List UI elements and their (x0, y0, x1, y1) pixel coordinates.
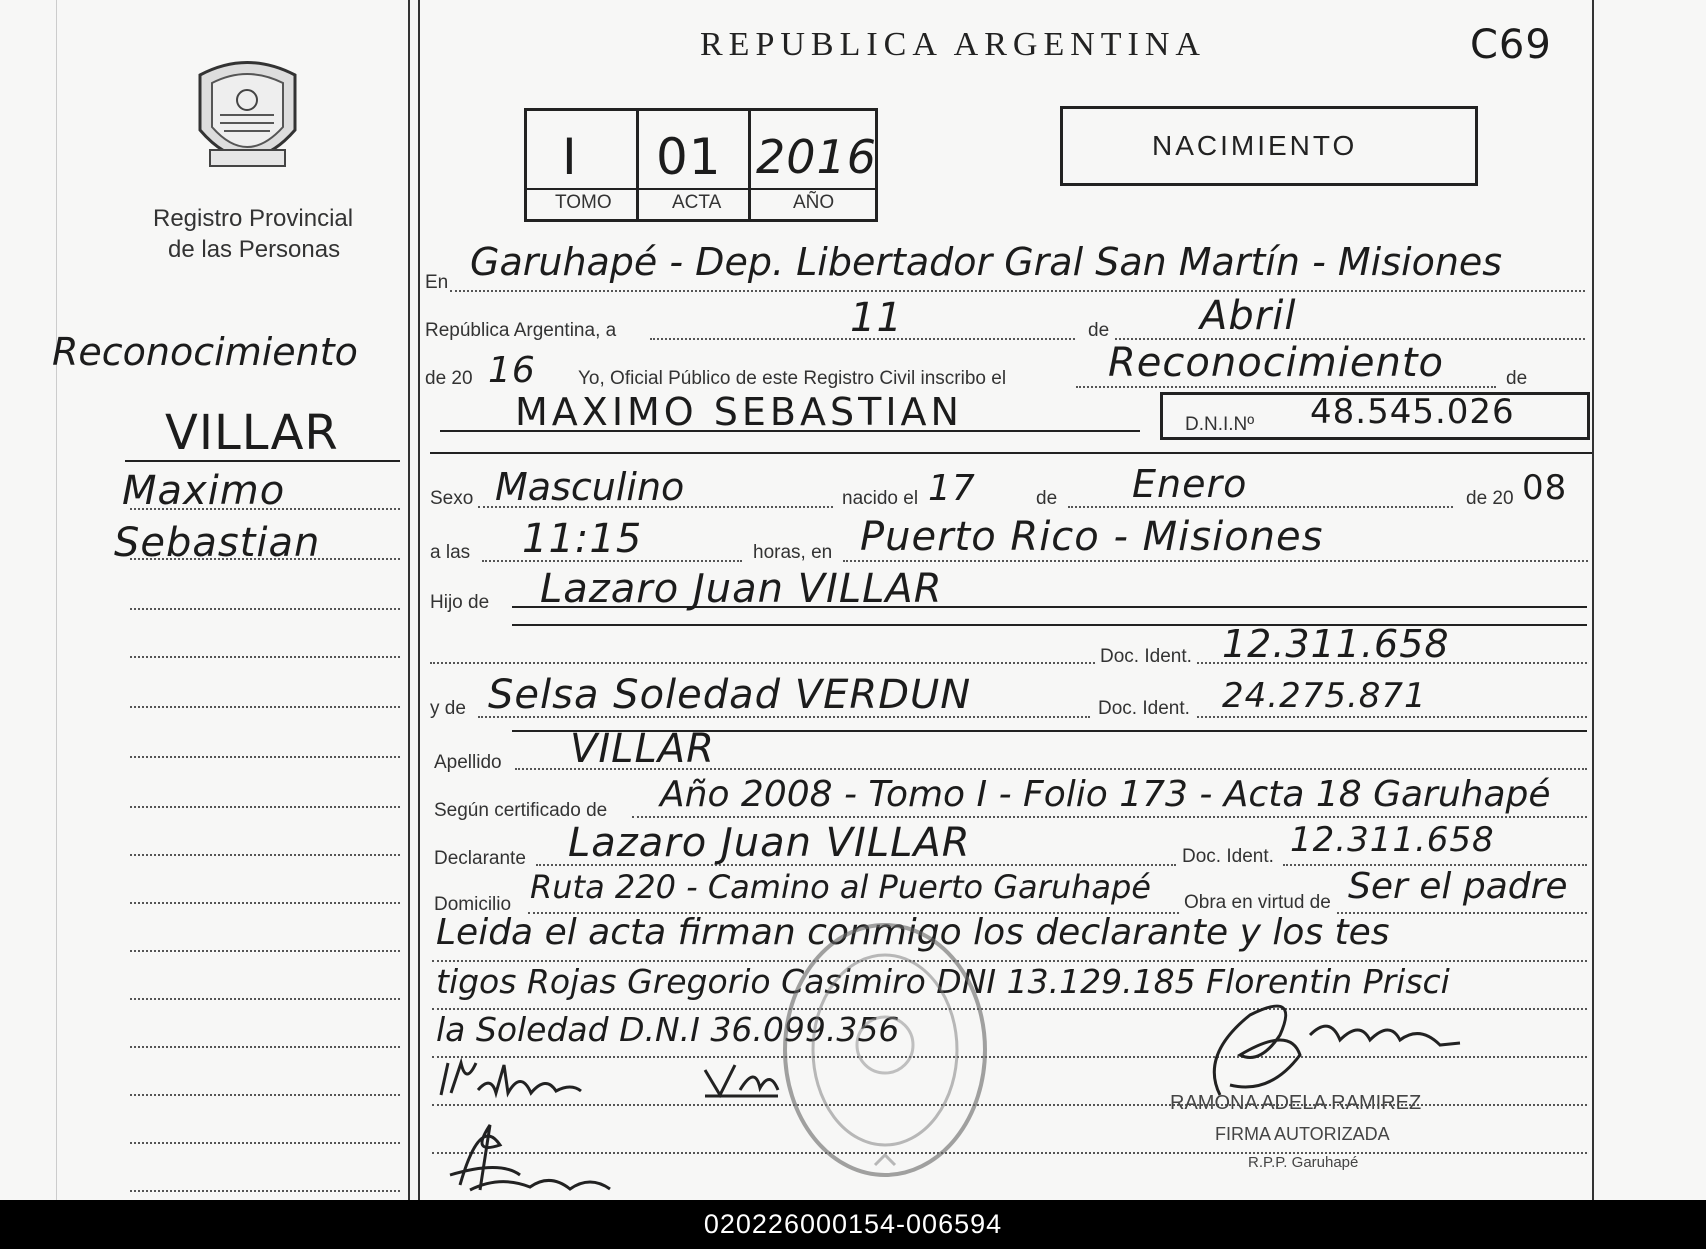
label-horas-en: horas, en (753, 542, 833, 563)
acta-value: 01 (656, 128, 722, 186)
dots (1197, 716, 1587, 718)
margin-line (130, 756, 400, 758)
label-dni: D.N.I.Nº (1185, 414, 1255, 435)
mother-name: Selsa Soledad VERDUN (488, 672, 972, 718)
act-value: Reconocimiento (1108, 340, 1444, 386)
acta-label: ACTA (672, 192, 722, 213)
witness-signature-icon (440, 1105, 640, 1195)
label-a-las: a las (430, 542, 471, 563)
registry-stamp-icon (775, 915, 995, 1185)
label-obra: Obra en virtud de (1180, 892, 1335, 914)
margin-note: Reconocimiento (52, 330, 358, 374)
official-signature-icon (1190, 995, 1470, 1105)
registry-name-line1: Registro Provincial (153, 205, 354, 232)
birth-year-suffix: 08 (1522, 468, 1568, 508)
month-value: Abril (1200, 293, 1297, 339)
birth-hour-value: 11:15 (522, 516, 643, 562)
record-box-divider (636, 108, 639, 222)
label-doc-ident3: Doc. Ident. (1182, 846, 1274, 867)
label-republica: República Argentina, a (425, 320, 617, 341)
address-value: Ruta 220 - Camino al Puerto Garuhapé (530, 868, 1151, 906)
declarant-doc: 12.311.658 (1290, 820, 1495, 860)
right-border (1592, 0, 1594, 1200)
margin-line (130, 1094, 400, 1096)
label-doc-ident1: Doc. Ident. (1100, 646, 1192, 667)
label-sexo: Sexo (430, 488, 474, 509)
initials-signature-icon (700, 1060, 780, 1100)
official-name: RAMONA ADELA RAMIREZ (1170, 1092, 1422, 1114)
margin-line (130, 656, 400, 658)
declarant-name: Lazaro Juan VILLAR (568, 820, 971, 866)
official-office: R.P.P. Garuhapé (1248, 1154, 1359, 1171)
dots (450, 290, 1585, 292)
birth-day-value: 17 (928, 468, 976, 509)
tomo-label: TOMO (555, 192, 612, 213)
year-suffix-value: 16 (488, 350, 536, 391)
label-de: de (1088, 320, 1110, 341)
anio-value: 2016 (756, 130, 878, 184)
certificate-value: Año 2008 - Tomo I - Folio 173 - Acta 18 Garuhapé (660, 774, 1551, 815)
sex-value: Masculino (495, 465, 685, 509)
margin-line (130, 608, 400, 610)
birth-place-value: Puerto Rico - Misiones (860, 514, 1324, 560)
dots (843, 560, 1588, 562)
birth-month-value: Enero (1132, 462, 1248, 506)
label-nacido: nacido el (842, 488, 919, 509)
margin-line (130, 706, 400, 708)
label-y-de: y de (430, 698, 466, 719)
label-declarante: Declarante (434, 848, 526, 869)
margin-divider-inner (418, 0, 420, 1200)
record-type: NACIMIENTO (1152, 130, 1358, 161)
margin-divider (408, 0, 410, 1200)
document-code-footer: 020226000154-006594 (0, 1200, 1706, 1249)
margin-surname-underline (125, 460, 400, 462)
dots (1068, 506, 1453, 508)
margin-surname: VILLAR (165, 405, 339, 461)
free-text-line2: tigos Rojas Gregorio Casimiro DNI 13.129.185 Florentin Prisci (436, 962, 1450, 1001)
margin-line (130, 1046, 400, 1048)
free-text-line3: la Soledad D.N.I 36.099.356 (436, 1010, 900, 1049)
label-segun: Según certificado de (434, 800, 608, 821)
day-value: 11 (850, 295, 903, 341)
registry-name-line2: de las Personas (168, 236, 341, 263)
margin-line (130, 854, 400, 856)
label-doc-ident2: Doc. Ident. (1098, 698, 1190, 719)
dots (430, 662, 1095, 664)
reason-value: Ser el padre (1348, 866, 1568, 907)
margin-line (130, 950, 400, 952)
label-apellido: Apellido (434, 752, 502, 773)
margin-line (130, 806, 400, 808)
label-de-2008: de 20 (1466, 488, 1514, 509)
margin-line (130, 508, 400, 510)
dots (632, 816, 1587, 818)
label-domicilio: Domicilio (434, 894, 512, 915)
province-seal-icon (190, 55, 305, 180)
declarant-signature-icon (436, 1055, 586, 1100)
margin-name1: Maximo (122, 468, 286, 514)
record-box-divider (748, 108, 751, 222)
free-text-line1: Leida el acta firman conmigo los declarante y los tes (436, 912, 1390, 953)
margin-line (130, 1190, 400, 1192)
label-oficial: Yo, Oficial Público de este Registro Civil inscribo el (578, 368, 1007, 389)
label-en: En (425, 272, 449, 293)
margin-line (130, 558, 400, 560)
official-title: FIRMA AUTORIZADA (1215, 1124, 1390, 1144)
page-number: C69 (1470, 22, 1552, 68)
margin-line (130, 902, 400, 904)
father-doc: 12.311.658 (1222, 622, 1450, 666)
margin-line (130, 1142, 400, 1144)
separator-line (430, 452, 1592, 454)
margin-line (130, 998, 400, 1000)
label-de3: de (1036, 488, 1058, 509)
tomo-value: I (562, 128, 578, 186)
record-box-label-line (524, 188, 878, 190)
margin-name2: Sebastian (114, 520, 321, 566)
dni-value: 48.545.026 (1310, 392, 1515, 432)
place-value: Garuhapé - Dep. Libertador Gral San Martín - Misiones (470, 240, 1503, 284)
dots (1076, 386, 1496, 388)
label-de2: de (1506, 368, 1528, 389)
label-de-20: de 20 (425, 368, 473, 389)
child-name: MAXIMO SEBASTIAN (515, 390, 963, 434)
left-margin-border (56, 0, 57, 1200)
anio-label: AÑO (793, 192, 835, 213)
father-name: Lazaro Juan VILLAR (540, 566, 943, 612)
country-title: REPUBLICA ARGENTINA (700, 26, 1206, 63)
label-hijo-de: Hijo de (430, 592, 490, 613)
surname-value: VILLAR (570, 726, 715, 772)
mother-doc: 24.275.871 (1222, 676, 1427, 716)
